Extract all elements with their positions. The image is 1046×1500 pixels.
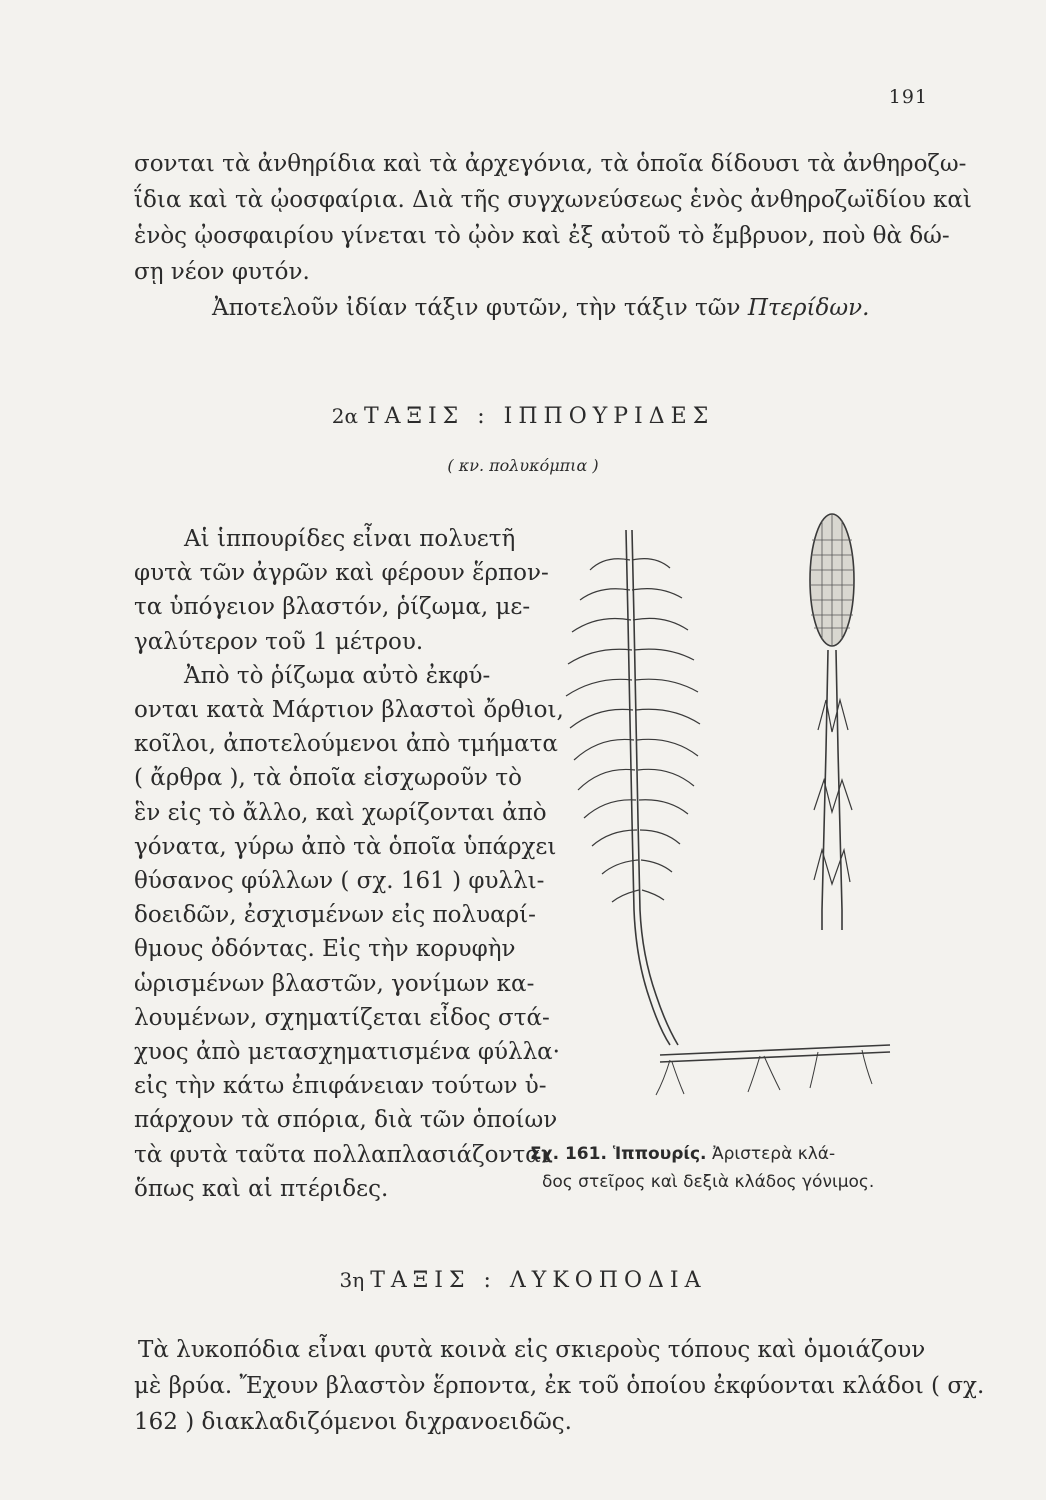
text-line: εἰς τὴν κάτω ἐπιφάνειαν τούτων ὑ-: [134, 1073, 547, 1100]
intro-line: ΐδια καὶ τὰ ᾠοσφαίρια. Διὰ τῆς συγχωνεύσεως ἑνὸς ἀνθηροζωϊδίου καὶ: [134, 187, 972, 213]
intro-line: σονται τὰ ἀνθηρίδια καὶ τὰ ἀρχεγόνια, τὰ ὁποῖα δίδουσι τὰ ἀνθηροζω-: [134, 151, 967, 177]
text-line: Ἀπὸ τὸ ῥίζωμα αὐτὸ ἐκφύ-: [184, 662, 491, 689]
text-line: Τὰ λυκοπόδια εἶναι φυτὰ κοινὰ εἰς σκιεροὺς τόπους καὶ ὁμοιάζουν: [138, 1337, 926, 1363]
equisetum-text: [134, 522, 564, 1206]
text-line: μὲ βρύα. Ἔχουν βλαστὸν ἕρποντα, ἐκ τοῦ ὁποίου ἐκφύονται κλάδοι ( σχ.: [134, 1373, 985, 1399]
text-line: τὰ φυτὰ ταῦτα πολλαπλασιάζονται: [134, 1141, 550, 1168]
section-subheading: ( κν. πολυκόμπια ): [447, 456, 599, 475]
text-line: ἓν εἰς τὸ ἄλλο, καὶ χωρίζονται ἀπὸ: [134, 799, 547, 826]
text-line: θύσανος φύλλων ( σχ. 161 ) φυλλι-: [134, 868, 545, 895]
order-sentence-text: Ἀποτελοῦν ἰδίαν τάξιν φυτῶν, τὴν τάξιν τῶν: [212, 295, 741, 321]
horsetail-drawing: [560, 500, 920, 1100]
text-line: ὅπως καὶ αἱ πτέριδες.: [134, 1175, 389, 1202]
lycopodium-text: [134, 1332, 985, 1440]
text-line: τα ὑπόγειον βλαστόν, ῥίζωμα, με-: [134, 594, 531, 621]
intro-paragraph: [134, 146, 972, 326]
intro-line: ἑνὸς ᾠοσφαιρίου γίνεται τὸ ᾠὸν καὶ ἐξ αὐτοῦ τὸ ἔμβρυον, ποὺ θὰ δώ-: [134, 223, 950, 249]
order-sentence: [134, 290, 924, 326]
figure-caption: [530, 1140, 930, 1196]
text-line: γαλύτερον τοῦ 1 μέτρου.: [134, 628, 424, 655]
text-line: 162 ) διακλαδιζόμενοι διχρανοειδῶς.: [134, 1409, 572, 1435]
order-name: Πτερίδων.: [747, 295, 870, 321]
text-line: θμους ὀδόντας. Εἰς τὴν κορυφὴν: [134, 936, 516, 963]
section-heading-equisetum: [0, 404, 1046, 429]
section-title: ΤΑΞΙΣ : ΙΠΠΟΥΡΙΔΕΣ: [363, 404, 715, 429]
text-line: χυος ἀπὸ μετασχηματισμένα φύλλα·: [134, 1039, 560, 1066]
text-line: πάρχουν τὰ σπόρια, διὰ τῶν ὁποίων: [134, 1107, 558, 1134]
caption-label: Σχ. 161. Ἱππουρίς.: [530, 1144, 707, 1164]
caption-text: Ἀριστερὰ κλά-: [711, 1144, 836, 1164]
text-line: γόνατα, γύρω ἀπὸ τὰ ὁποῖα ὑπάρχει: [134, 833, 557, 860]
caption-line-2: δος στεῖρος καὶ δεξιὰ κλάδος γόνιμος.: [542, 1172, 875, 1192]
section-heading-lycopodium: [0, 1268, 1046, 1293]
section-ordinal: 2α: [331, 404, 358, 428]
text-line: ( ἄρθρα ), τὰ ὁποῖα εἰσχωροῦν τὸ: [134, 765, 522, 792]
section-title: ΤΑΞΙΣ : ΛΥΚΟΠΟΔΙΑ: [370, 1268, 707, 1293]
text-line: φυτὰ τῶν ἀγρῶν καὶ φέρουν ἕρπον-: [134, 560, 549, 587]
text-line: Αἱ ἱππουρίδες εἶναι πολυετῆ: [184, 526, 516, 552]
text-line: κοῖλοι, ἀποτελούμενοι ἀπὸ τμήματα: [134, 731, 558, 758]
page-number: 191: [888, 86, 928, 108]
horsetail-illustration: [560, 500, 920, 1100]
caption-line-1: [530, 1140, 930, 1168]
text-line: ὡρισμένων βλαστῶν, γονίμων κα-: [134, 970, 535, 997]
text-line: λουμένων, σχηματίζεται εἶδος στά-: [134, 1004, 550, 1031]
text-line: ονται κατὰ Μάρτιον βλαστοὶ ὄρθιοι,: [134, 697, 564, 724]
text-line: δοειδῶν, ἐσχισμένων εἰς πολυαρί-: [134, 902, 536, 929]
intro-line: σῃ νέον φυτόν.: [134, 259, 310, 285]
section-ordinal: 3η: [339, 1268, 365, 1292]
